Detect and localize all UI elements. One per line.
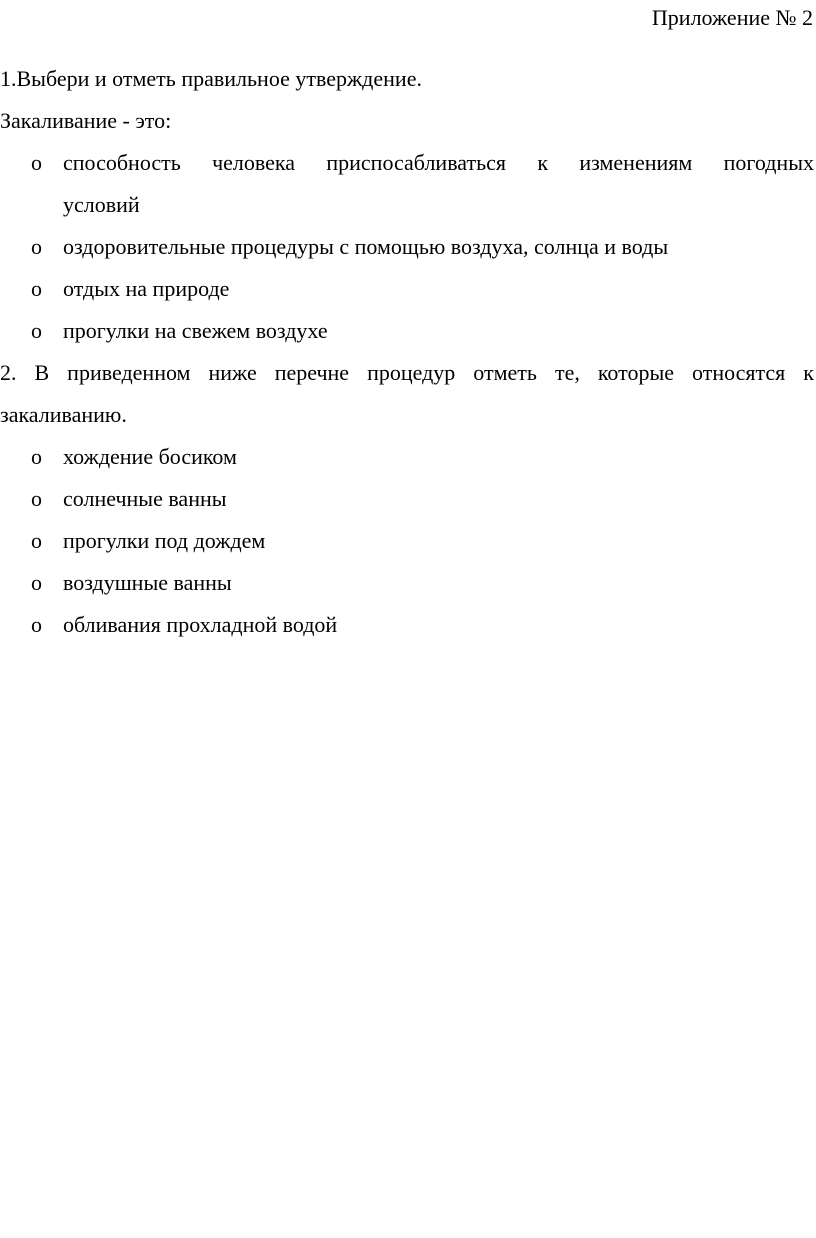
q2-option-2[interactable] <box>0 483 816 515</box>
q2-option-5[interactable] <box>0 609 816 641</box>
q1-option-2[interactable] <box>0 231 816 263</box>
q2-option-1-text: хождение босиком <box>63 444 237 469</box>
bullet-marker: o <box>31 150 42 175</box>
q1-option-3-text: отдых на природе <box>63 276 230 301</box>
bullet-marker: o <box>31 444 42 469</box>
q1-option-1-continuation: условий <box>63 192 140 217</box>
question-1-title: 1.Выбери и отметь правильное утверждение. <box>0 66 422 91</box>
bullet-marker: o <box>31 528 42 553</box>
bullet-marker: o <box>31 612 42 637</box>
q1-option-4[interactable] <box>0 315 816 347</box>
question-2-title-continuation: закаливанию. <box>0 402 127 427</box>
q2-option-4-text: воздушные ванны <box>63 570 232 595</box>
q2-option-2-text: солнечные ванны <box>63 486 227 511</box>
bullet-marker: o <box>31 570 42 595</box>
appendix-label: Приложение № 2 <box>651 5 813 30</box>
q1-option-3[interactable] <box>0 273 816 305</box>
bullet-marker: o <box>31 234 42 259</box>
bullet-marker: o <box>31 486 42 511</box>
question-1-stem: Закаливание - это: <box>0 108 172 133</box>
q1-option-4-text: прогулки на свежем воздухе <box>63 318 328 343</box>
bullet-marker: o <box>31 318 42 343</box>
q1-option-1[interactable] <box>0 147 816 179</box>
q2-option-5-text: обливания прохладной водой <box>63 612 338 637</box>
q1-option-1-text: способность человека приспосабливаться к изменениям погодных <box>63 150 814 175</box>
q2-option-3[interactable] <box>0 525 816 557</box>
q2-option-3-text: прогулки под дождем <box>63 528 266 553</box>
bullet-marker: o <box>31 276 42 301</box>
question-2-title: 2. В приведенном ниже перечне процедур отметь те, которые относятся к <box>0 360 814 385</box>
q1-option-2-text: оздоровительные процедуры с помощью воздуха, солнца и воды <box>63 234 669 259</box>
q2-option-4[interactable] <box>0 567 816 599</box>
q2-option-1[interactable] <box>0 441 816 473</box>
